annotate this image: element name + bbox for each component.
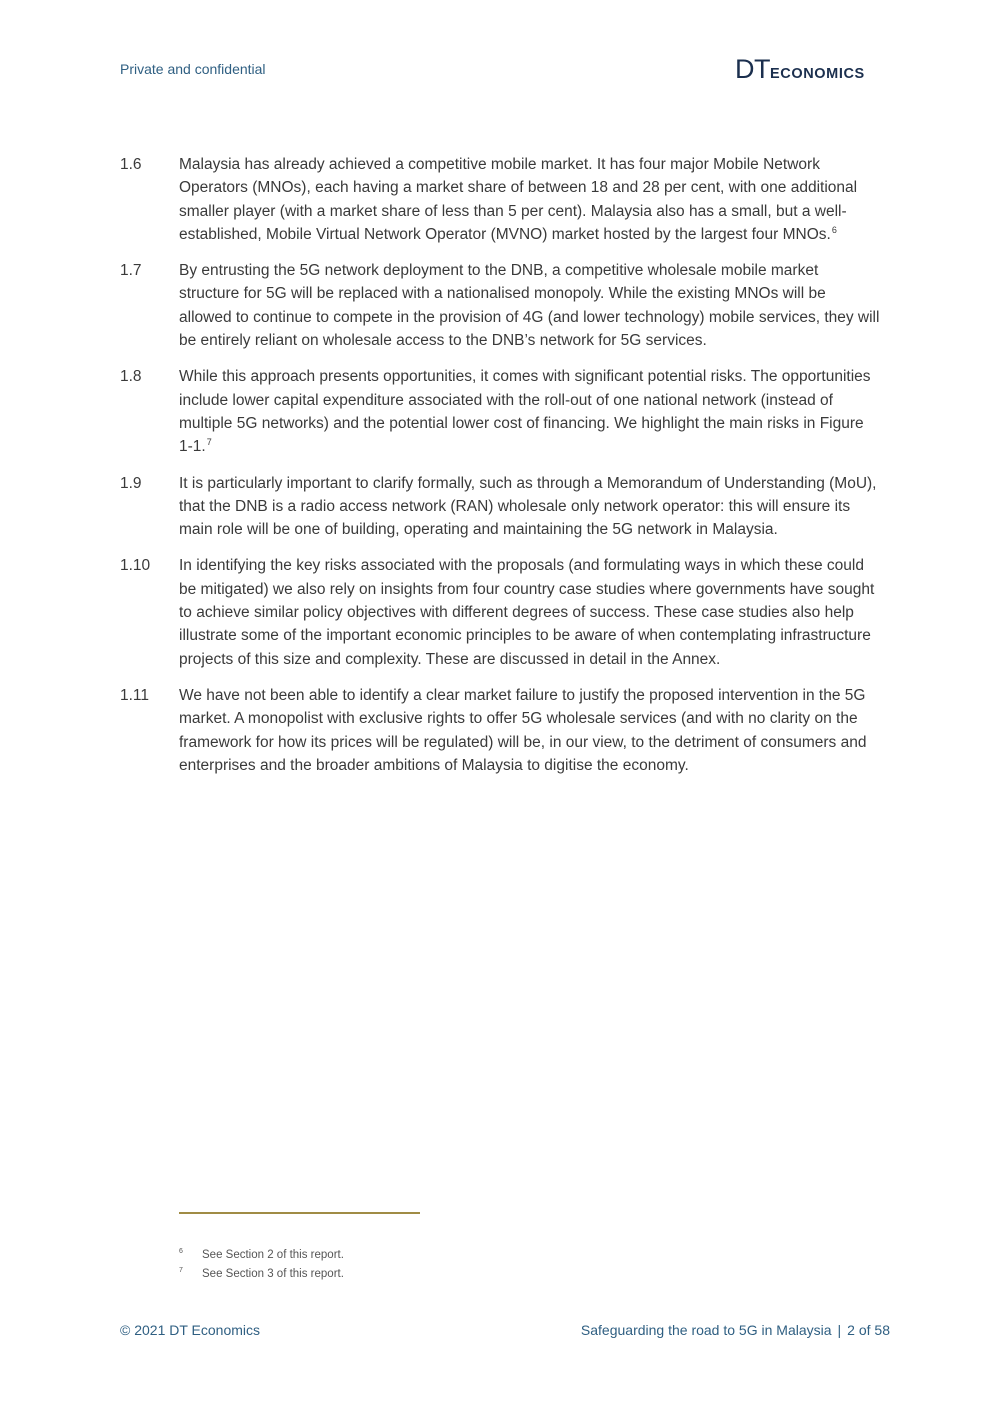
paragraph-text: It is particularly important to clarify formally, such as through a Memorandum of Understanding (MoU), that the DNB is a radio access network (RAN) wholesale only network operator: this will ensure its main role will be one of building, operating and maintaining the 5G network in Malaysia. — [179, 474, 877, 539]
paragraph-1-9 — [120, 472, 880, 542]
footnote-text: See Section 3 of this report. — [202, 1268, 344, 1280]
paragraph-text: While this approach presents opportunities, it comes with significant potential risks. The opportunities include lower capital expenditure associated with the roll-out of one national network (instead of multiple 5G networks) and the potential lower cost of financing. We highlight the main risks in Figure 1-1.$^7$ — [179, 368, 871, 456]
footnote-number: 6 — [179, 1248, 183, 1255]
logo-dt-text: DT — [735, 54, 770, 84]
paragraph-number: 1.7 — [120, 262, 142, 280]
paragraph-text: By entrusting the 5G network deployment to the DNB, a competitive wholesale mobile market structure for 5G will be replaced with a nationalised monopoly. While the existing MNOs will be allowed to continue to compete in the provision of 4G (and lower technology) mobile services, they will be entirely reliant on wholesale access to the DNB’s network for 5G services. — [179, 262, 880, 350]
footer-report-title: Safeguarding the road to 5G in Malaysia — [580, 1322, 832, 1338]
paragraph-text: Malaysia has already achieved a competitive mobile market. It has four major Mobile Network Operators (MNOs), each having a market share of between 18 and 28 per cent, with one additional smaller player (with a market share of less than 5 per cent). Malaysia also has a small, but a well-established, Mobile Virtual Network Operator (MVNO) market hosted by the largest four MNOs.$^6$ — [179, 156, 858, 243]
footer-report-info — [581, 1322, 890, 1338]
confidentiality-label: Private and confidential — [120, 61, 266, 77]
paragraph-1-10 — [120, 554, 880, 670]
footer-separator: | — [837, 1322, 842, 1338]
page-number: 2 of 58 — [847, 1322, 890, 1338]
body-paragraphs — [120, 153, 880, 790]
logo-economics-text: ECONOMICS — [770, 66, 865, 82]
footnote-divider — [179, 1212, 420, 1214]
paragraph-1-8 — [120, 365, 880, 458]
paragraph-number: 1.10 — [120, 557, 151, 575]
footnote-number: 7 — [179, 1267, 183, 1274]
footnote-ref-6[interactable]: 6 — [831, 224, 837, 235]
footnote-6 — [179, 1246, 344, 1265]
paragraph-number: 1.11 — [120, 686, 150, 704]
paragraph-1-6 — [120, 153, 880, 246]
footer-copyright: © 2021 DT Economics — [120, 1322, 261, 1338]
footnote-7 — [179, 1265, 344, 1284]
paragraph-number: 1.8 — [120, 368, 142, 386]
dt-economics-logo — [735, 54, 865, 85]
footnote-text: See Section 2 of this report. — [202, 1249, 344, 1261]
footnote-ref-7[interactable]: 7 — [206, 437, 212, 448]
paragraph-number: 1.9 — [120, 474, 142, 492]
paragraph-1-7 — [120, 259, 880, 352]
paragraph-1-11 — [120, 684, 880, 777]
footnotes — [179, 1246, 344, 1284]
paragraph-number: 1.6 — [120, 156, 142, 173]
paragraph-text: We have not been able to identify a clear market failure to justify the proposed intervention in the 5G market. A monopolist with exclusive rights to offer 5G wholesale services (and with no clarity on the framework for how its prices will be regulated) will be, in our view, to the detriment of consumers and enterprises and the broader ambitions of Malaysia to digitise the economy. — [179, 686, 867, 774]
paragraph-text: In identifying the key risks associated with the proposals (and formulating ways in which these could be mitigated) we also rely on insights from four country case studies where governments have sought to achieve similar policy objectives with different degrees of success. These case studies also help illustrate some of the important economic principles to be aware of when contemplating infrastructure projects of this size and complexity. These are discussed in detail in the Annex. — [179, 557, 875, 668]
